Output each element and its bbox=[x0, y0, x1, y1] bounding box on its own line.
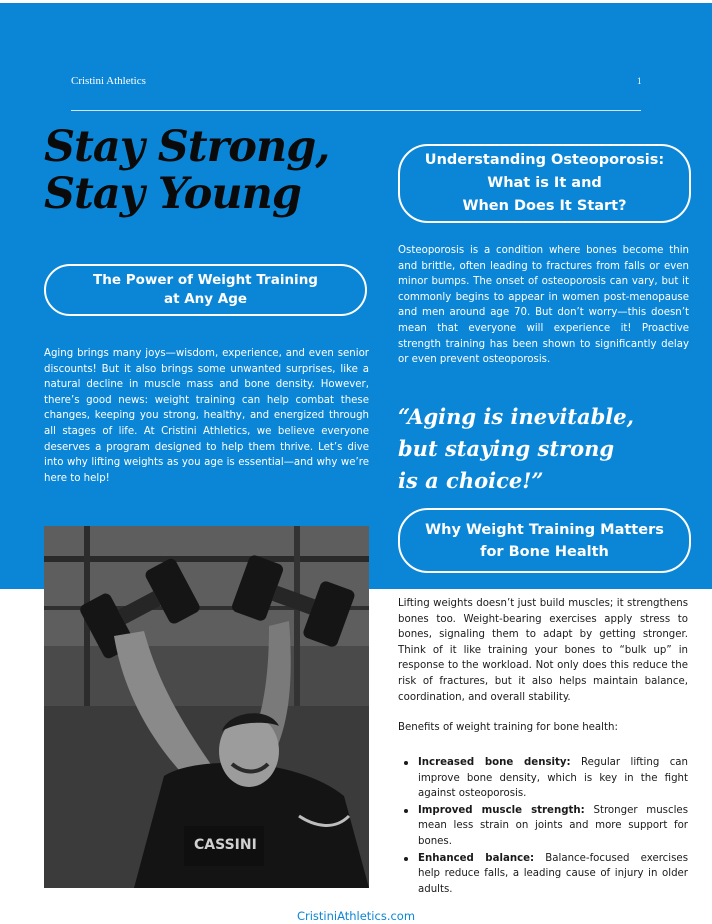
benefit-text: Regular lifting can improve bone density, which is key in the fight against osteoporosis. bbox=[418, 757, 688, 800]
main-title-line-1: Stay Strong, bbox=[44, 122, 330, 172]
intro-paragraph: Aging brings many joys—wisdom, experience, and even senior discounts! But it also brings some unwanted surprises, like a natural decline in muscle mass and bone density. However, there’s good news: weight training can help combat these changes, keeping you strong, healthy, and energized through all stages of life. At Cristini Athletics, we believe everyone deserves a program designed to help them thrive. Let’s dive into why lifting weights as you age is essential—and why we’re here to help! bbox=[44, 348, 369, 484]
list-item bbox=[402, 851, 688, 898]
shirt-text: CASSINI bbox=[194, 837, 257, 853]
header-brand: Cristini Athletics bbox=[71, 75, 146, 87]
main-title-line-2: Stay Young bbox=[44, 169, 301, 219]
pull-quote: “Aging is inevitable, but staying strong is a choice!” bbox=[398, 404, 634, 493]
benefits-list bbox=[402, 755, 688, 898]
main-title bbox=[44, 124, 384, 218]
page-number: 1 bbox=[637, 76, 642, 86]
benefit-label: Increased bone density: bbox=[418, 757, 571, 768]
list-item bbox=[402, 755, 688, 802]
power-of-weight-training-heading: The Power of Weight Training at Any Age bbox=[44, 264, 367, 316]
osteoporosis-paragraph: Osteoporosis is a condition where bones become thin and brittle, often leading to fractures from falls or even minor bumps. The onset of osteoporosis can vary, but it commonly begins to appear in women post-menopause and men around age 70. But don’t worry—this doesn’t mean that everyone will experience it! Proactive strength training has been shown to significantly delay or even prevent osteoporosis. bbox=[398, 245, 689, 366]
benefit-text: Stronger muscles mean less strain on joints and more support for bones. bbox=[418, 804, 688, 847]
top-edge bbox=[0, 0, 712, 3]
list-item bbox=[402, 803, 688, 850]
benefits-intro: Benefits of weight training for bone health: bbox=[398, 722, 618, 733]
header-divider bbox=[71, 110, 641, 111]
weightlifter-photo bbox=[44, 526, 369, 888]
benefit-label: Enhanced balance: bbox=[418, 852, 535, 864]
understanding-osteoporosis-heading: Understanding Osteoporosis: What is It and When Does It Start? bbox=[398, 144, 691, 223]
benefit-text: Balance-focused exercises help reduce falls, a leading cause of injury in older adults. bbox=[418, 852, 688, 895]
weightlifter-illustration bbox=[44, 526, 369, 888]
benefit-label: Improved muscle strength: bbox=[418, 804, 585, 816]
bone-health-heading: Why Weight Training Matters for Bone Health bbox=[398, 508, 691, 573]
bone-health-paragraph: Lifting weights doesn’t just build muscles; it strengthens bones too. Weight-bearing exercises apply stress to bones, signaling them to adapt by getting stronger. Think of it like training your bones to “bulk up” in response to the workload. Not only does this reduce the risk of fractures, but it also helps maintain balance, coordination, and overall stability. bbox=[398, 598, 688, 703]
footer-website-link[interactable]: CristiniAthletics.com bbox=[296, 909, 416, 923]
